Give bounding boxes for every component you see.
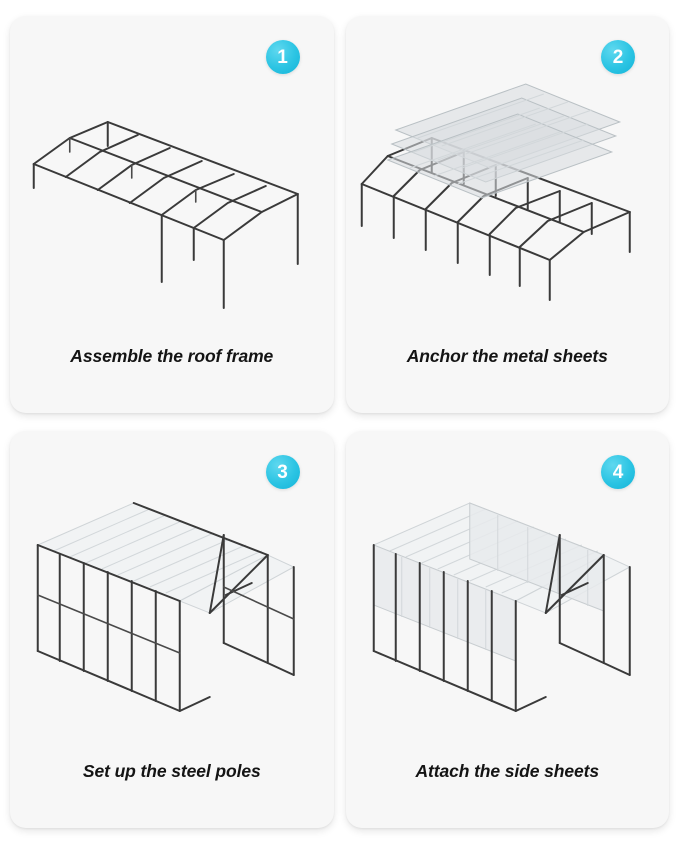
step-card-2: [346, 16, 670, 413]
metal-sheets-illustration: [346, 60, 670, 310]
steel-poles-illustration: [10, 475, 334, 725]
step-card-1: [10, 16, 334, 413]
step-caption-4: Attach the side sheets: [415, 761, 600, 781]
step-number-badge-4: 4: [601, 455, 635, 489]
roof-frame-illustration: [10, 60, 334, 310]
step-card-4: [346, 431, 670, 828]
step-caption-3: Set up the steel poles: [82, 761, 261, 781]
step-number-badge-1: 1: [266, 40, 300, 74]
side-sheets-illustration: [346, 475, 670, 725]
step-card-3: [10, 431, 334, 828]
step-number-badge-3: 3: [266, 455, 300, 489]
step-number-badge-2: 2: [601, 40, 635, 74]
steps-grid: [10, 16, 669, 828]
step-caption-1: Assemble the roof frame: [70, 346, 274, 366]
step-caption-2: Anchor the metal sheets: [406, 346, 608, 366]
